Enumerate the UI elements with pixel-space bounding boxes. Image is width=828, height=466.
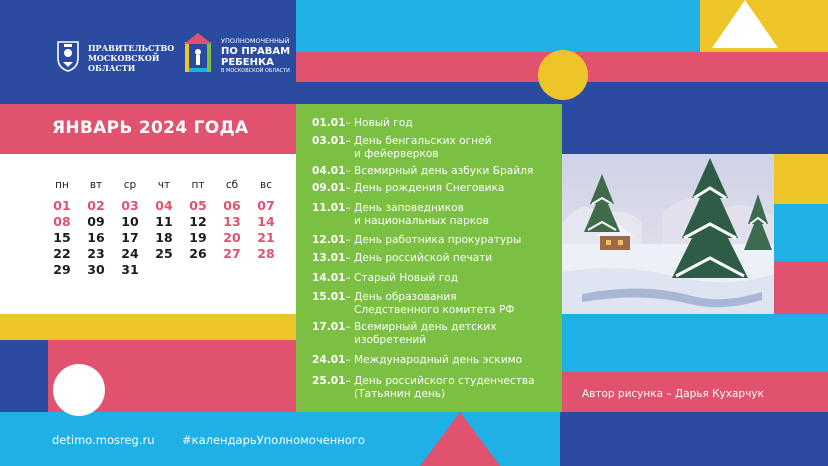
event-dash: – xyxy=(345,135,351,147)
footer-blue-right xyxy=(560,412,828,466)
event-dash: – xyxy=(345,117,351,129)
event-dash: – xyxy=(345,252,351,264)
calendar-grid xyxy=(45,178,283,278)
event-title-line2: изобретений xyxy=(354,334,427,346)
calendar-day: 12 xyxy=(189,214,207,229)
calendar-day: 21 xyxy=(257,230,275,245)
event-dash: – xyxy=(345,182,351,194)
calendar-day: 30 xyxy=(87,262,105,277)
ombudsman-line-3: РЕБЕНКА xyxy=(221,57,274,68)
event-title-line2: и фейерверков xyxy=(354,148,439,160)
calendar-day: 22 xyxy=(53,246,71,261)
event-date: 11.01 xyxy=(312,202,346,214)
event-dash: – xyxy=(345,165,351,177)
event-item xyxy=(312,291,554,317)
calendar-day: 08 xyxy=(53,214,71,229)
calendar-day: 14 xyxy=(257,214,275,229)
calendar-day: 03 xyxy=(121,198,139,213)
event-title-line2: (Татьянин день) xyxy=(354,388,446,400)
event-date: 24.01 xyxy=(312,354,346,366)
event-dash: – xyxy=(345,202,351,214)
event-title: День российской печати xyxy=(354,252,493,264)
calendar-day: 24 xyxy=(121,246,139,261)
event-dash: – xyxy=(345,272,351,284)
event-date: 25.01 xyxy=(312,375,346,387)
weekday-thu: чт xyxy=(157,179,171,191)
moscow-region-emblem-icon xyxy=(55,38,81,72)
calendar-day: 29 xyxy=(53,262,71,277)
right-edge-cyan xyxy=(774,204,828,262)
event-dash: – xyxy=(345,354,351,366)
event-title: День образования xyxy=(354,291,457,303)
ombudsman-line-2: ПО ПРАВАМ xyxy=(221,46,291,57)
event-date: 13.01 xyxy=(312,252,346,264)
event-title: День заповедников xyxy=(354,202,464,214)
event-date: 01.01 xyxy=(312,117,346,129)
right-blue-block xyxy=(562,104,828,154)
footer-site-link[interactable]: detimo.mosreg.ru xyxy=(52,433,155,447)
calendar-day-empty xyxy=(249,262,283,278)
gov-logo-line-1: ПРАВИТЕЛЬСТВО xyxy=(88,43,175,53)
event-date: 12.01 xyxy=(312,234,346,246)
calendar-day-empty xyxy=(215,262,249,278)
event-item xyxy=(312,202,554,228)
event-date: 03.01 xyxy=(312,135,346,147)
calendar-day: 04 xyxy=(155,198,173,213)
painting-caption: Автор рисунка – Дарья Кухарчук xyxy=(582,388,764,400)
event-item xyxy=(312,135,554,161)
calendar-day: 20 xyxy=(223,230,241,245)
event-date: 09.01 xyxy=(312,182,346,194)
calendar xyxy=(0,154,296,314)
weekday-fri: пт xyxy=(191,179,205,191)
calendar-day: 07 xyxy=(257,198,275,213)
calendar-day: 01 xyxy=(53,198,71,213)
calendar-day: 19 xyxy=(189,230,207,245)
calendar-day: 25 xyxy=(155,246,173,261)
ombudsman-house-icon xyxy=(183,32,213,74)
event-date: 17.01 xyxy=(312,321,346,333)
event-date: 14.01 xyxy=(312,272,346,284)
right-cyan-block xyxy=(562,314,828,372)
event-item xyxy=(312,234,554,247)
event-title: Всемирный день азбуки Брайля xyxy=(354,165,534,177)
ombudsman-line-1: УПОЛНОМОЧЕННЫЙ xyxy=(221,37,290,45)
weekday-wed: ср xyxy=(123,179,137,191)
calendar-day: 28 xyxy=(257,246,275,261)
right-edge-pink xyxy=(774,262,828,314)
event-date: 04.01 xyxy=(312,165,346,177)
calendar-day: 06 xyxy=(223,198,241,213)
calendar-day: 09 xyxy=(87,214,105,229)
event-item xyxy=(312,165,554,178)
weekday-tue: вт xyxy=(89,179,103,191)
event-title: День российского студенчества xyxy=(354,375,535,387)
ombudsman-text xyxy=(221,37,290,75)
white-triangle-top xyxy=(712,0,778,48)
weekday-mon: пн xyxy=(55,179,69,191)
event-dash: – xyxy=(345,321,351,333)
weekday-sun: вс xyxy=(260,179,272,191)
event-item xyxy=(312,272,554,285)
calendar-day: 17 xyxy=(121,230,139,245)
calendar-day: 05 xyxy=(189,198,207,213)
gov-logo-line-3: ОБЛАСТИ xyxy=(88,63,136,73)
event-item xyxy=(312,252,554,265)
event-item xyxy=(312,354,554,367)
event-title: День рождения Снеговика xyxy=(354,182,505,194)
winter-painting xyxy=(562,154,774,314)
calendar-day: 23 xyxy=(87,246,105,261)
calendar-day: 15 xyxy=(53,230,71,245)
calendar-day-empty xyxy=(147,262,181,278)
calendar-day: 02 xyxy=(87,198,105,213)
event-title: Всемирный день детских xyxy=(354,321,497,333)
calendar-day-empty xyxy=(181,262,215,278)
gov-logo-text xyxy=(88,43,174,73)
calendar-day: 13 xyxy=(223,214,241,229)
pink-triangle-bottom xyxy=(420,412,500,466)
weekday-sat: сб xyxy=(225,179,239,191)
white-circle xyxy=(53,364,105,416)
event-dash: – xyxy=(345,375,351,387)
event-title: День работника прокуратуры xyxy=(354,234,522,246)
calendar-day: 27 xyxy=(223,246,241,261)
calendar-day: 31 xyxy=(121,262,139,277)
event-item xyxy=(312,321,554,347)
event-dash: – xyxy=(345,234,351,246)
month-title: ЯНВАРЬ 2024 ГОДА xyxy=(52,118,249,138)
events-panel xyxy=(296,104,562,412)
right-edge-yellow xyxy=(774,154,828,204)
calendar-day: 16 xyxy=(87,230,105,245)
event-title-line2: и национальных парков xyxy=(354,215,489,227)
event-title-line2: Следственного комитета РФ xyxy=(354,304,515,316)
event-item xyxy=(312,182,554,195)
left-stripe-yellow xyxy=(0,314,296,340)
footer-hashtag: #календарьУполномоченного xyxy=(182,433,365,447)
event-title: Международный день эскимо xyxy=(354,354,523,366)
event-date: 15.01 xyxy=(312,291,346,303)
ombudsman-line-4: В МОСКОВСКОЙ ОБЛАСТИ xyxy=(221,68,290,74)
event-title: Новый год xyxy=(354,117,413,129)
calendar-day: 11 xyxy=(155,214,173,229)
event-item xyxy=(312,375,554,401)
event-title: Старый Новый год xyxy=(354,272,459,284)
calendar-day: 10 xyxy=(121,214,139,229)
event-title: День бенгальских огней xyxy=(354,135,492,147)
calendar-day: 26 xyxy=(189,246,207,261)
yellow-circle xyxy=(538,50,588,100)
left-stripe-blue2 xyxy=(0,340,48,360)
gov-logo-line-2: МОСКОВСКОЙ xyxy=(88,53,160,63)
event-item xyxy=(312,117,554,130)
event-dash: – xyxy=(345,291,351,303)
calendar-day: 18 xyxy=(155,230,173,245)
